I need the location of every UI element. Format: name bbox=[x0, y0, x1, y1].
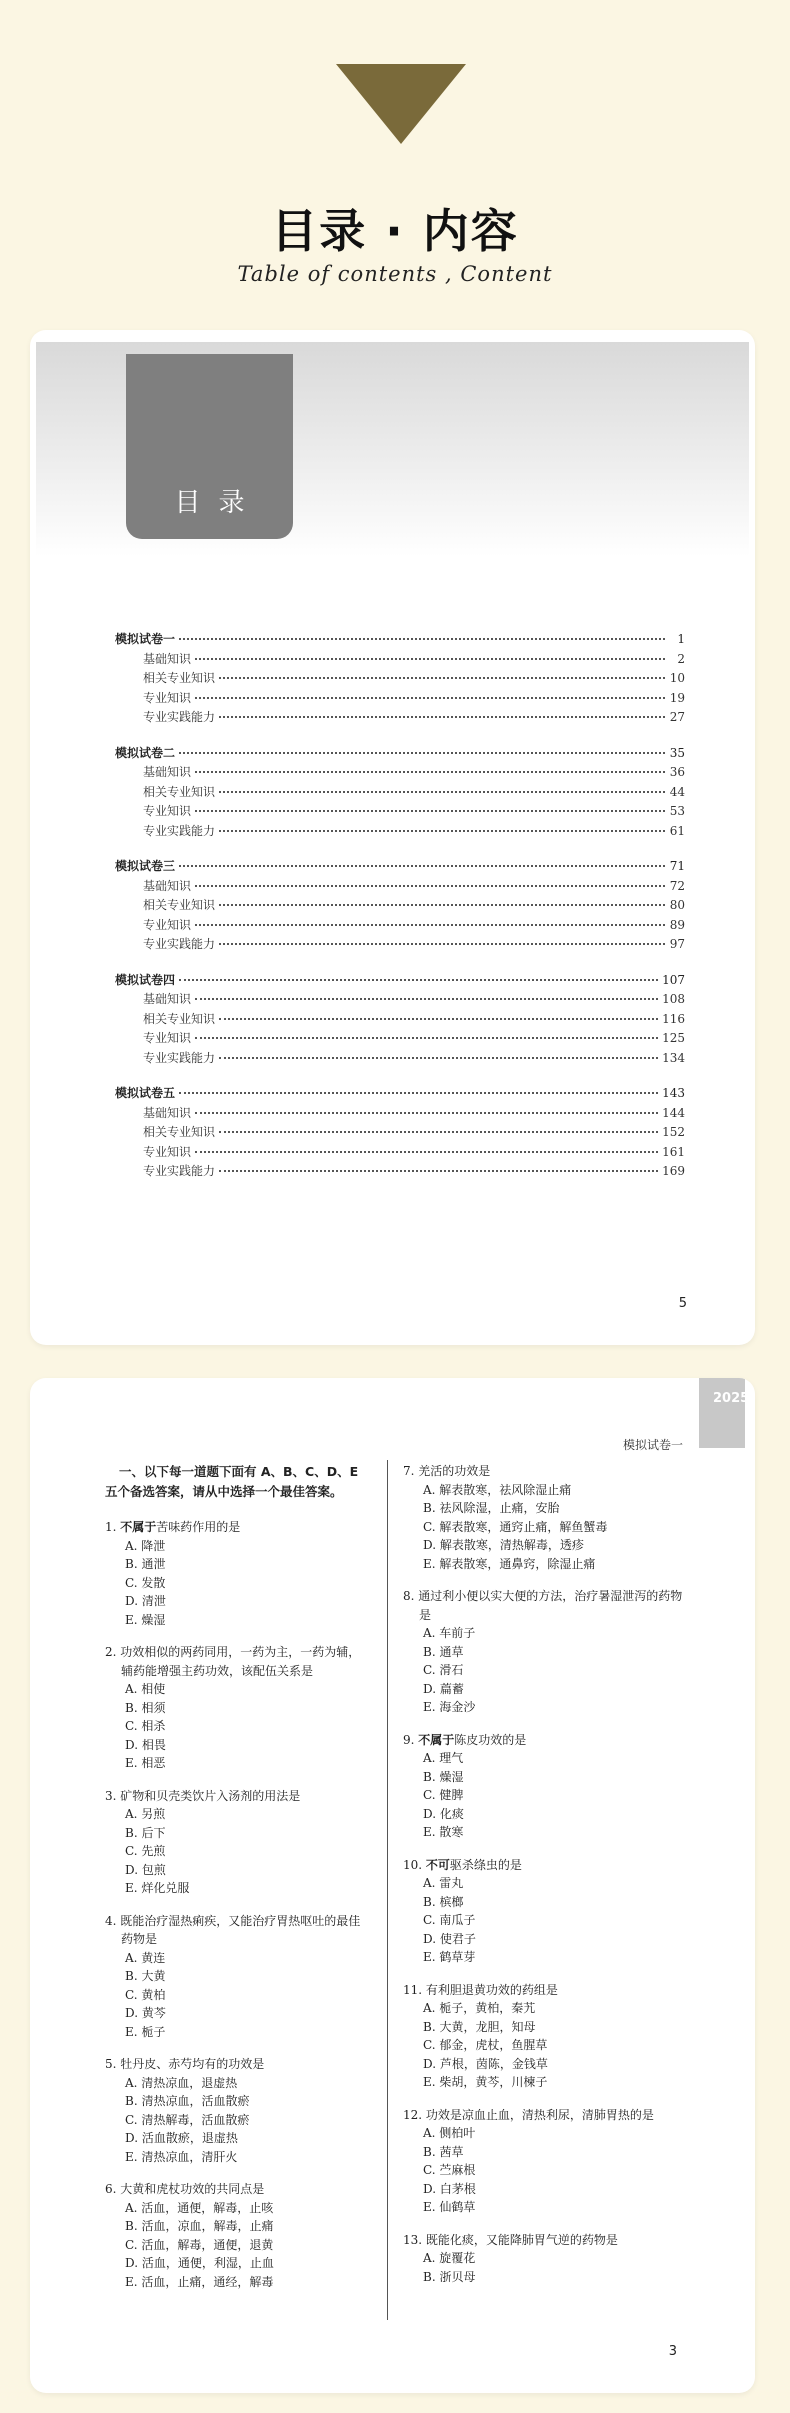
question bbox=[403, 2231, 683, 2287]
question-text: 大黄和虎杖功效的共同点是 bbox=[120, 2182, 265, 2196]
question-text: 通过利小便以实大便的方法，治疗暑湿泄泻的药物是 bbox=[418, 1589, 683, 1622]
toc-leader-dots bbox=[195, 1151, 658, 1153]
toc-leader-dots bbox=[195, 1112, 658, 1114]
question bbox=[105, 1787, 367, 1898]
toc-entry-sub[interactable] bbox=[115, 802, 685, 822]
answer-option: B. 燥湿 bbox=[423, 1769, 464, 1784]
toc-entry-page: 152 bbox=[662, 1125, 685, 1139]
toc-entry-label: 基础知识 bbox=[143, 878, 192, 893]
question-emphasis: 不属于 bbox=[120, 1520, 157, 1534]
toc-entry-label: 专业实践能力 bbox=[143, 710, 216, 724]
answer-option: B. 通泄 bbox=[125, 1557, 166, 1571]
toc-leader-dots bbox=[195, 771, 665, 773]
toc-leader-dots bbox=[195, 1037, 658, 1039]
answer-option: D. 化痰 bbox=[423, 1806, 464, 1821]
toc-entry-page: 19 bbox=[669, 690, 685, 705]
question-number: 9. bbox=[403, 1732, 419, 1747]
question bbox=[105, 2055, 367, 2166]
toc-leader-dots bbox=[219, 677, 665, 679]
answer-option: A. 降泄 bbox=[125, 1538, 166, 1553]
toc-leader-dots bbox=[219, 904, 665, 906]
answer-option: D. 芦根，茵陈，金钱草 bbox=[423, 2056, 548, 2071]
toc-entry-page: 61 bbox=[669, 823, 685, 838]
question bbox=[403, 2106, 683, 2217]
answer-option: B. 相须 bbox=[125, 1700, 166, 1715]
toc-entry-main[interactable] bbox=[115, 744, 685, 764]
question-number: 4. bbox=[105, 1913, 121, 1928]
answer-option: C. 健脾 bbox=[423, 1788, 464, 1802]
toc-entry-main[interactable] bbox=[115, 1084, 685, 1104]
toc-entry-label: 专业知识 bbox=[143, 804, 192, 818]
answer-option: B. 大黄，龙胆，知母 bbox=[423, 2019, 536, 2034]
toc-entry-page: 53 bbox=[669, 804, 685, 818]
question-stem bbox=[403, 1981, 683, 2000]
toc-entry-label: 基础知识 bbox=[143, 992, 192, 1006]
toc-entry-label: 相关专业知识 bbox=[143, 784, 216, 799]
question-number: 13. bbox=[403, 2232, 426, 2247]
answer-option: B. 通草 bbox=[423, 1644, 464, 1659]
toc-leader-dots bbox=[179, 638, 665, 640]
toc-entry-sub[interactable] bbox=[115, 1123, 685, 1143]
question-stem bbox=[105, 1912, 367, 1949]
question-text: 功效是凉血止血，清热利尿，清肺胃热的是 bbox=[425, 2107, 654, 2122]
right-column bbox=[403, 1462, 683, 2300]
answer-option: C. 郁金，虎杖，鱼腥草 bbox=[423, 2038, 548, 2052]
answer-option: E. 仙鹤草 bbox=[423, 2200, 476, 2214]
answer-option: C. 解表散寒，通窍止痛，解鱼蟹毒 bbox=[423, 1519, 608, 1534]
toc-entry-label: 基础知识 bbox=[143, 765, 192, 779]
answer-option: C. 黄柏 bbox=[125, 1987, 166, 2002]
toc-entry-label: 相关专业知识 bbox=[143, 898, 216, 912]
toc-entry-sub[interactable] bbox=[115, 689, 685, 709]
toc-entry-sub[interactable] bbox=[115, 1104, 685, 1124]
toc-entry-label: 模拟试卷五 bbox=[115, 1086, 176, 1100]
toc-entry-sub[interactable] bbox=[115, 990, 685, 1010]
page-number: 3 bbox=[668, 2344, 677, 2359]
toc-entry-page: 36 bbox=[669, 765, 685, 779]
toc-entry-sub[interactable] bbox=[115, 1143, 685, 1163]
toc-entry-main[interactable] bbox=[115, 971, 685, 991]
answer-option: C. 苎麻根 bbox=[423, 2163, 476, 2177]
question-text: 功效相似的两药同用，一药为主，一药为辅，辅药能增强主药功效，该配伍关系是 bbox=[120, 1645, 361, 1678]
answer-option: E. 相恶 bbox=[125, 1756, 166, 1770]
answer-option: B. 活血，凉血，解毒，止痛 bbox=[125, 2219, 274, 2233]
toc-entry-label: 专业知识 bbox=[143, 1144, 192, 1159]
toc-entry-label: 模拟试卷四 bbox=[115, 972, 176, 987]
answer-option: A. 活血，通便，解毒，止咳 bbox=[125, 2200, 274, 2215]
answer-option: A. 清热凉血，退虚热 bbox=[125, 2075, 238, 2090]
answer-option: B. 祛风除湿，止痛，安胎 bbox=[423, 1501, 560, 1515]
question-number: 7. bbox=[403, 1464, 419, 1478]
question-number: 5. bbox=[105, 2057, 121, 2071]
question-stem bbox=[105, 2180, 367, 2199]
answer-option: D. 解表散寒，清热解毒，透疹 bbox=[423, 1538, 584, 1552]
toc-leader-dots bbox=[195, 658, 665, 660]
toc-leader-dots bbox=[195, 810, 665, 812]
toc-group bbox=[115, 630, 685, 728]
question-stem bbox=[403, 1587, 683, 1624]
answer-option: A. 黄连 bbox=[125, 1950, 166, 1965]
toc-entry-label: 专业实践能力 bbox=[143, 823, 216, 838]
column-divider bbox=[387, 1460, 388, 2320]
toc-entry-page: 169 bbox=[662, 1164, 685, 1178]
answer-option: C. 发散 bbox=[125, 1575, 166, 1590]
question-text: 羌活的功效是 bbox=[418, 1464, 491, 1478]
answer-option: A. 车前子 bbox=[423, 1626, 476, 1640]
question-stem bbox=[105, 1787, 367, 1806]
toc-entry-label: 专业知识 bbox=[143, 917, 192, 932]
answer-option: A. 解表散寒，祛风除湿止痛 bbox=[423, 1482, 572, 1497]
exam-page-card bbox=[30, 1378, 755, 2393]
toc-entry-page: 116 bbox=[662, 1011, 685, 1026]
question-number: 3. bbox=[105, 1788, 121, 1803]
running-head: 模拟试卷一 bbox=[622, 1438, 683, 1452]
answer-option: E. 鹤草芽 bbox=[423, 1950, 476, 1964]
toc-entry-sub[interactable] bbox=[115, 783, 685, 803]
answer-option: E. 燥湿 bbox=[125, 1612, 166, 1627]
toc-entry-page: 72 bbox=[669, 878, 685, 893]
toc-entry-sub[interactable] bbox=[115, 1029, 685, 1049]
toc-leader-dots bbox=[219, 1170, 658, 1172]
toc-group bbox=[115, 1084, 685, 1182]
toc-entry-page: 27 bbox=[669, 710, 685, 724]
toc-leader-dots bbox=[219, 830, 665, 832]
question-text: 苦味药作用的是 bbox=[156, 1520, 241, 1534]
question-stem bbox=[403, 1856, 683, 1875]
answer-option: A. 侧柏叶 bbox=[423, 2126, 476, 2140]
toc-tab bbox=[126, 354, 293, 539]
answer-option: E. 活血，止痛，通经，解毒 bbox=[125, 2274, 274, 2289]
question-stem bbox=[403, 1731, 683, 1750]
toc-entry-page: 44 bbox=[669, 784, 685, 799]
answer-option: B. 槟榔 bbox=[423, 1894, 464, 1909]
question bbox=[105, 1643, 367, 1773]
toc-leader-dots bbox=[219, 1018, 658, 1020]
toc-entry-page: 108 bbox=[662, 992, 685, 1006]
question-text: 牡丹皮、赤芍均有的功效是 bbox=[120, 2057, 265, 2071]
answer-option: D. 包煎 bbox=[125, 1862, 166, 1877]
toc-header-band bbox=[36, 342, 749, 557]
toc-group bbox=[115, 857, 685, 955]
question-stem bbox=[105, 2055, 367, 2074]
answer-option: D. 使君子 bbox=[423, 1931, 476, 1946]
toc-entry-sub[interactable] bbox=[115, 669, 685, 689]
answer-option: A. 雷丸 bbox=[423, 1876, 464, 1890]
toc-entry-page: 161 bbox=[662, 1144, 685, 1159]
toc-leader-dots bbox=[179, 752, 665, 754]
toc-entry-sub[interactable] bbox=[115, 708, 685, 728]
toc-entry-page: 143 bbox=[662, 1086, 685, 1100]
question-emphasis: 不可 bbox=[425, 1857, 450, 1872]
left-column bbox=[105, 1462, 367, 2305]
answer-option: C. 南瓜子 bbox=[423, 1913, 476, 1927]
answer-option: E. 解表散寒，通鼻窍，除湿止痛 bbox=[423, 1556, 596, 1571]
answer-option: A. 相使 bbox=[125, 1682, 166, 1696]
triangle-icon bbox=[336, 64, 466, 144]
answer-option: A. 旋覆花 bbox=[423, 2251, 476, 2265]
toc-entry-page: 134 bbox=[662, 1050, 685, 1065]
answer-option: D. 活血，通便，利湿，止血 bbox=[125, 2256, 274, 2270]
toc-entry-page: 35 bbox=[669, 745, 685, 760]
answer-option: E. 散寒 bbox=[423, 1825, 464, 1839]
question bbox=[403, 1856, 683, 1967]
answer-option: E. 清热凉血，清肝火 bbox=[125, 2149, 238, 2164]
toc-page-card bbox=[30, 330, 755, 1345]
answer-option: A. 栀子，黄柏，秦艽 bbox=[423, 2001, 536, 2015]
toc-leader-dots bbox=[195, 697, 665, 699]
question-number: 1. bbox=[105, 1520, 121, 1534]
toc-leader-dots bbox=[195, 998, 658, 1000]
toc-entry-page: 97 bbox=[669, 937, 685, 951]
answer-option: C. 滑石 bbox=[423, 1663, 464, 1677]
toc-entry-label: 相关专业知识 bbox=[143, 1011, 216, 1026]
toc-entry-label: 模拟试卷二 bbox=[115, 745, 176, 760]
answer-option: D. 活血散瘀，退虚热 bbox=[125, 2131, 238, 2145]
toc-entry-label: 专业实践能力 bbox=[143, 1164, 216, 1178]
toc-leader-dots bbox=[219, 716, 665, 718]
toc-entry-label: 专业实践能力 bbox=[143, 1050, 216, 1065]
right-question-list bbox=[403, 1462, 683, 2286]
question bbox=[105, 2180, 367, 2291]
toc-leader-dots bbox=[219, 943, 665, 945]
question-text: 陈皮功效的是 bbox=[454, 1732, 527, 1747]
question bbox=[403, 1587, 683, 1717]
answer-option: B. 清热凉血，活血散瘀 bbox=[125, 2094, 250, 2108]
toc-entry-sub[interactable] bbox=[115, 935, 685, 955]
toc-group bbox=[115, 744, 685, 842]
answer-option: D. 相畏 bbox=[125, 1737, 166, 1752]
question-text: 既能治疗湿热痢疾，又能治疗胃热呕吐的最佳药物是 bbox=[120, 1913, 361, 1946]
question bbox=[105, 1912, 367, 2042]
toc-entry-page: 71 bbox=[669, 859, 685, 873]
answer-option: A. 理气 bbox=[423, 1751, 464, 1765]
answer-option: C. 相杀 bbox=[125, 1719, 166, 1733]
answer-option: E. 栀子 bbox=[125, 2024, 166, 2039]
toc-leader-dots bbox=[195, 885, 665, 887]
question bbox=[403, 1981, 683, 2092]
toc-entry-label: 相关专业知识 bbox=[143, 671, 216, 685]
answer-option: D. 黄芩 bbox=[125, 2006, 166, 2020]
toc-leader-dots bbox=[179, 865, 665, 867]
question-text: 矿物和贝壳类饮片入汤剂的用法是 bbox=[120, 1788, 301, 1803]
question bbox=[403, 1462, 683, 1573]
question-stem bbox=[403, 1462, 683, 1481]
question-stem bbox=[403, 2231, 683, 2250]
toc-leader-dots bbox=[179, 979, 658, 981]
toc-entry-label: 专业知识 bbox=[143, 1031, 192, 1045]
toc-entry-page: 125 bbox=[662, 1031, 685, 1045]
page-title: 目录 · 内容 bbox=[271, 204, 519, 258]
toc-leader-dots bbox=[195, 924, 665, 926]
question-stem bbox=[105, 1643, 367, 1680]
question-number: 8. bbox=[403, 1589, 419, 1603]
question bbox=[105, 1518, 367, 1629]
left-question-list bbox=[105, 1518, 367, 2291]
question-text: 驱杀绦虫的是 bbox=[449, 1857, 522, 1872]
toc-entry-label: 专业实践能力 bbox=[143, 937, 216, 951]
answer-option: B. 浙贝母 bbox=[423, 2269, 476, 2284]
toc-entry-page: 107 bbox=[662, 972, 685, 987]
toc-entry-sub[interactable] bbox=[115, 896, 685, 916]
answer-option: D. 清泄 bbox=[125, 1594, 166, 1608]
answer-option: E. 柴胡，黄芩，川楝子 bbox=[423, 2075, 548, 2089]
question-emphasis: 不属于 bbox=[418, 1732, 455, 1747]
answer-option: C. 先煎 bbox=[125, 1844, 166, 1858]
toc-entry-main[interactable] bbox=[115, 857, 685, 877]
toc-entry-sub[interactable] bbox=[115, 1162, 685, 1182]
toc-entry-page: 144 bbox=[662, 1105, 685, 1120]
toc-entry-sub[interactable] bbox=[115, 877, 685, 897]
page-subtitle: Table of contents , Content bbox=[237, 262, 553, 286]
toc-entry-sub[interactable] bbox=[115, 822, 685, 842]
answer-option: E. 海金沙 bbox=[423, 1700, 476, 1714]
toc-tab-label: 目录 bbox=[174, 488, 263, 518]
toc-group bbox=[115, 971, 685, 1069]
toc-entry-page: 2 bbox=[677, 651, 685, 666]
answer-option: E. 烊化兑服 bbox=[125, 1881, 190, 1895]
question-number: 11. bbox=[403, 1982, 426, 1997]
toc-entry-page: 10 bbox=[669, 671, 685, 685]
toc-entry-label: 相关专业知识 bbox=[143, 1125, 216, 1139]
toc-entry-label: 基础知识 bbox=[143, 651, 192, 666]
answer-option: B. 大黄 bbox=[125, 1969, 166, 1983]
question-number: 10. bbox=[403, 1857, 426, 1872]
toc-entry-sub[interactable] bbox=[115, 763, 685, 783]
toc-entry-page: 1 bbox=[677, 632, 685, 646]
question-number: 2. bbox=[105, 1645, 121, 1659]
instruction-text: 一、以下每一道题下面有 A、B、C、D、E 五个备选答案，请从中选择一个最佳答案。 bbox=[105, 1464, 359, 1499]
answer-option: D. 白茅根 bbox=[423, 2181, 476, 2196]
question-text: 有利胆退黄功效的药组是 bbox=[425, 1982, 558, 1997]
toc-entry-page: 89 bbox=[669, 917, 685, 932]
side-tab bbox=[699, 1378, 750, 1448]
question-number: 6. bbox=[105, 2182, 121, 2196]
toc-entry-sub[interactable] bbox=[115, 916, 685, 936]
question-number: 12. bbox=[403, 2107, 426, 2122]
answer-option: D. 萹蓄 bbox=[423, 1681, 464, 1696]
toc-entry-label: 基础知识 bbox=[143, 1105, 192, 1120]
page-number: 5 bbox=[678, 1296, 687, 1311]
toc-entry-sub[interactable] bbox=[115, 1010, 685, 1030]
side-tab-label: 2025 bbox=[713, 1391, 750, 1406]
toc-entry-label: 模拟试卷一 bbox=[115, 632, 176, 646]
toc-entry-label: 专业知识 bbox=[143, 690, 192, 705]
answer-option: A. 另煎 bbox=[125, 1807, 166, 1821]
toc-leader-dots bbox=[179, 1092, 658, 1094]
question-stem bbox=[105, 1518, 367, 1537]
answer-option: C. 清热解毒，活血散瘀 bbox=[125, 2112, 250, 2127]
header-triangle bbox=[336, 64, 466, 144]
toc-leader-dots bbox=[219, 1131, 658, 1133]
question-stem bbox=[403, 2106, 683, 2125]
question-text: 既能化痰，又能降肺胃气逆的药物是 bbox=[425, 2232, 618, 2247]
toc-entry-label: 模拟试卷三 bbox=[115, 859, 176, 873]
answer-option: B. 后下 bbox=[125, 1825, 166, 1840]
toc-entry-main[interactable] bbox=[115, 630, 685, 650]
toc-entry-sub[interactable] bbox=[115, 650, 685, 670]
question bbox=[403, 1731, 683, 1842]
toc-leader-dots bbox=[219, 1057, 658, 1059]
toc-entry-sub[interactable] bbox=[115, 1049, 685, 1069]
toc-list bbox=[115, 630, 685, 1198]
answer-option: B. 茜草 bbox=[423, 2144, 464, 2159]
toc-entry-page: 80 bbox=[669, 898, 685, 912]
answer-option: C. 活血，解毒，通便，退黄 bbox=[125, 2237, 274, 2252]
toc-leader-dots bbox=[219, 791, 665, 793]
